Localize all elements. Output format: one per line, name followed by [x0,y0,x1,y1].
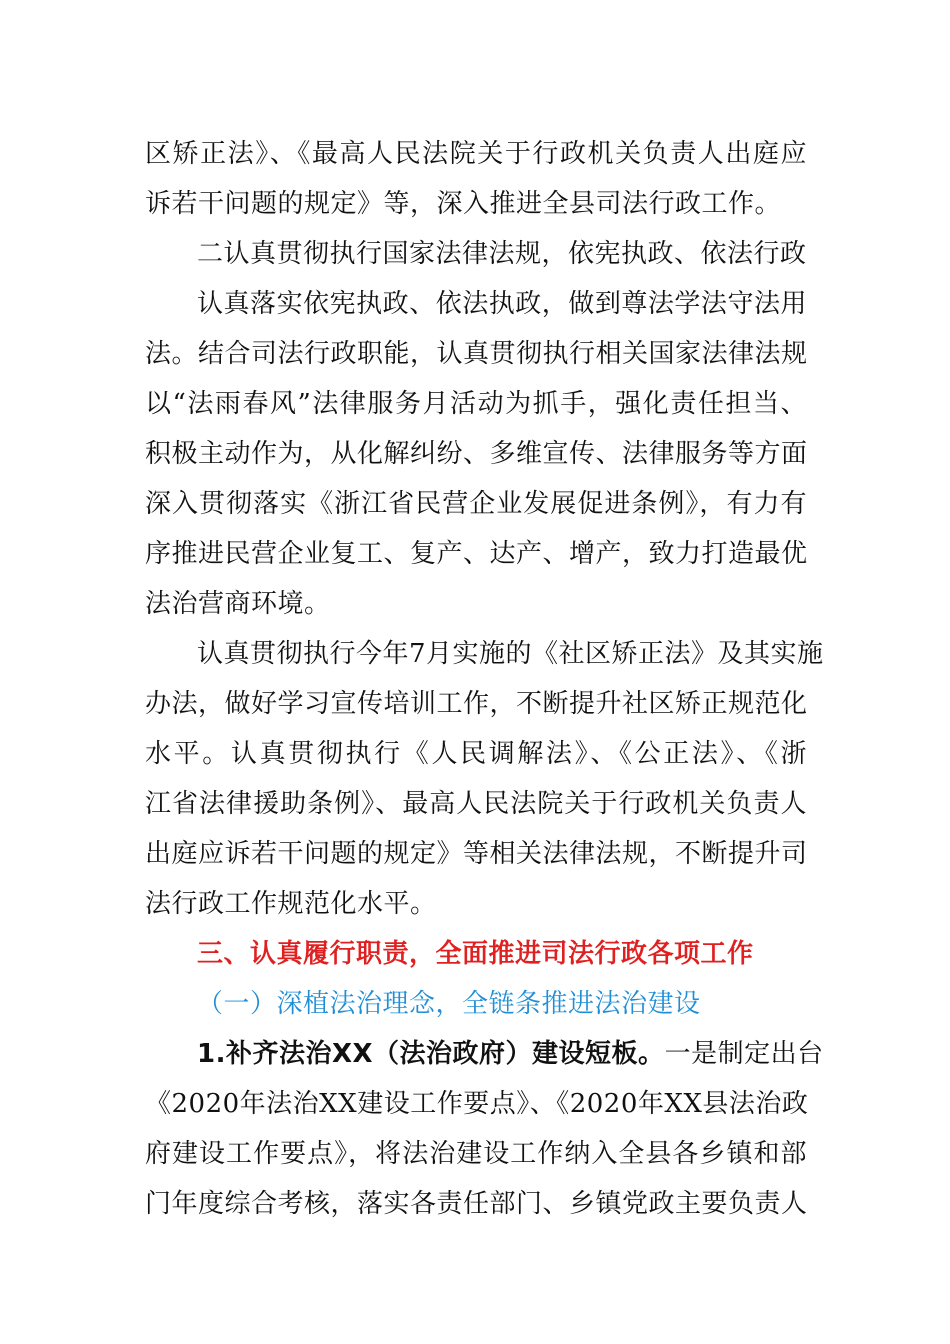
body-text-line: 《2020年法治XX建设工作要点》、《2020年XX县法治政 [145,1089,809,1119]
body-text-line: 法。结合司法行政职能，认真贯彻执行相关国家法律法规 [145,339,808,369]
body-text-line: 诉若干问题的规定》等，深入推进全县司法行政工作。 [145,189,782,219]
body-text-line: 门年度综合考核，落实各责任部门、乡镇党政主要负责人 [145,1189,808,1219]
body-text-line: 序推进民营企业复工、复产、达产、增产，致力打造最优 [145,539,808,569]
item-body-text: 一是制定出台 [664,1039,824,1069]
body-text-line: 区矫正法》、《最高人民法院关于行政机关负责人出庭应 [145,139,807,169]
body-text-line: 办法，做好学习宣传培训工作，不断提升社区矫正规范化 [145,689,808,719]
body-text-line: 江省法律援助条例》、最高人民法院关于行政机关负责人 [145,789,807,819]
body-text-line: 法治营商环境。 [145,589,331,619]
body-text-line: 府建设工作要点》，将法治建设工作纳入全县各乡镇和部 [145,1139,807,1169]
subsection-heading: （一）深植法治理念，全链条推进法治建设 [197,989,701,1019]
body-text-line: 出庭应诉若干问题的规定》等相关法律法规，不断提升司 [145,839,808,869]
body-text-line: 积极主动作为，从化解纠纷、多维宣传、法律服务等方面 [145,439,808,469]
section-heading: 三、认真履行职责，全面推进司法行政各项工作 [197,939,754,969]
body-text-line: 深入贯彻落实《浙江省民营企业发展促进条例》，有力有 [145,489,807,519]
body-text-line: 二认真贯彻执行国家法律法规，依宪执政、依法行政 [197,239,807,269]
item-lead-text: 1.补齐法治XX（法治政府）建设短板。 [197,1039,665,1069]
body-text-line: 水平。认真贯彻执行《人民调解法》、《公正法》、《浙 [145,739,807,769]
body-text-line: 认真落实依宪执政、依法执政，做到尊法学法守法用 [197,289,807,319]
body-text-line: 认真贯彻执行今年7月实施的《社区矫正法》及其实施 [197,639,824,669]
body-text-line: 法行政工作规范化水平。 [145,889,437,919]
body-text-line [197,1036,824,1072]
body-text-line: 以“法雨春风”法律服务月活动为抓手，强化责任担当、 [145,389,807,419]
